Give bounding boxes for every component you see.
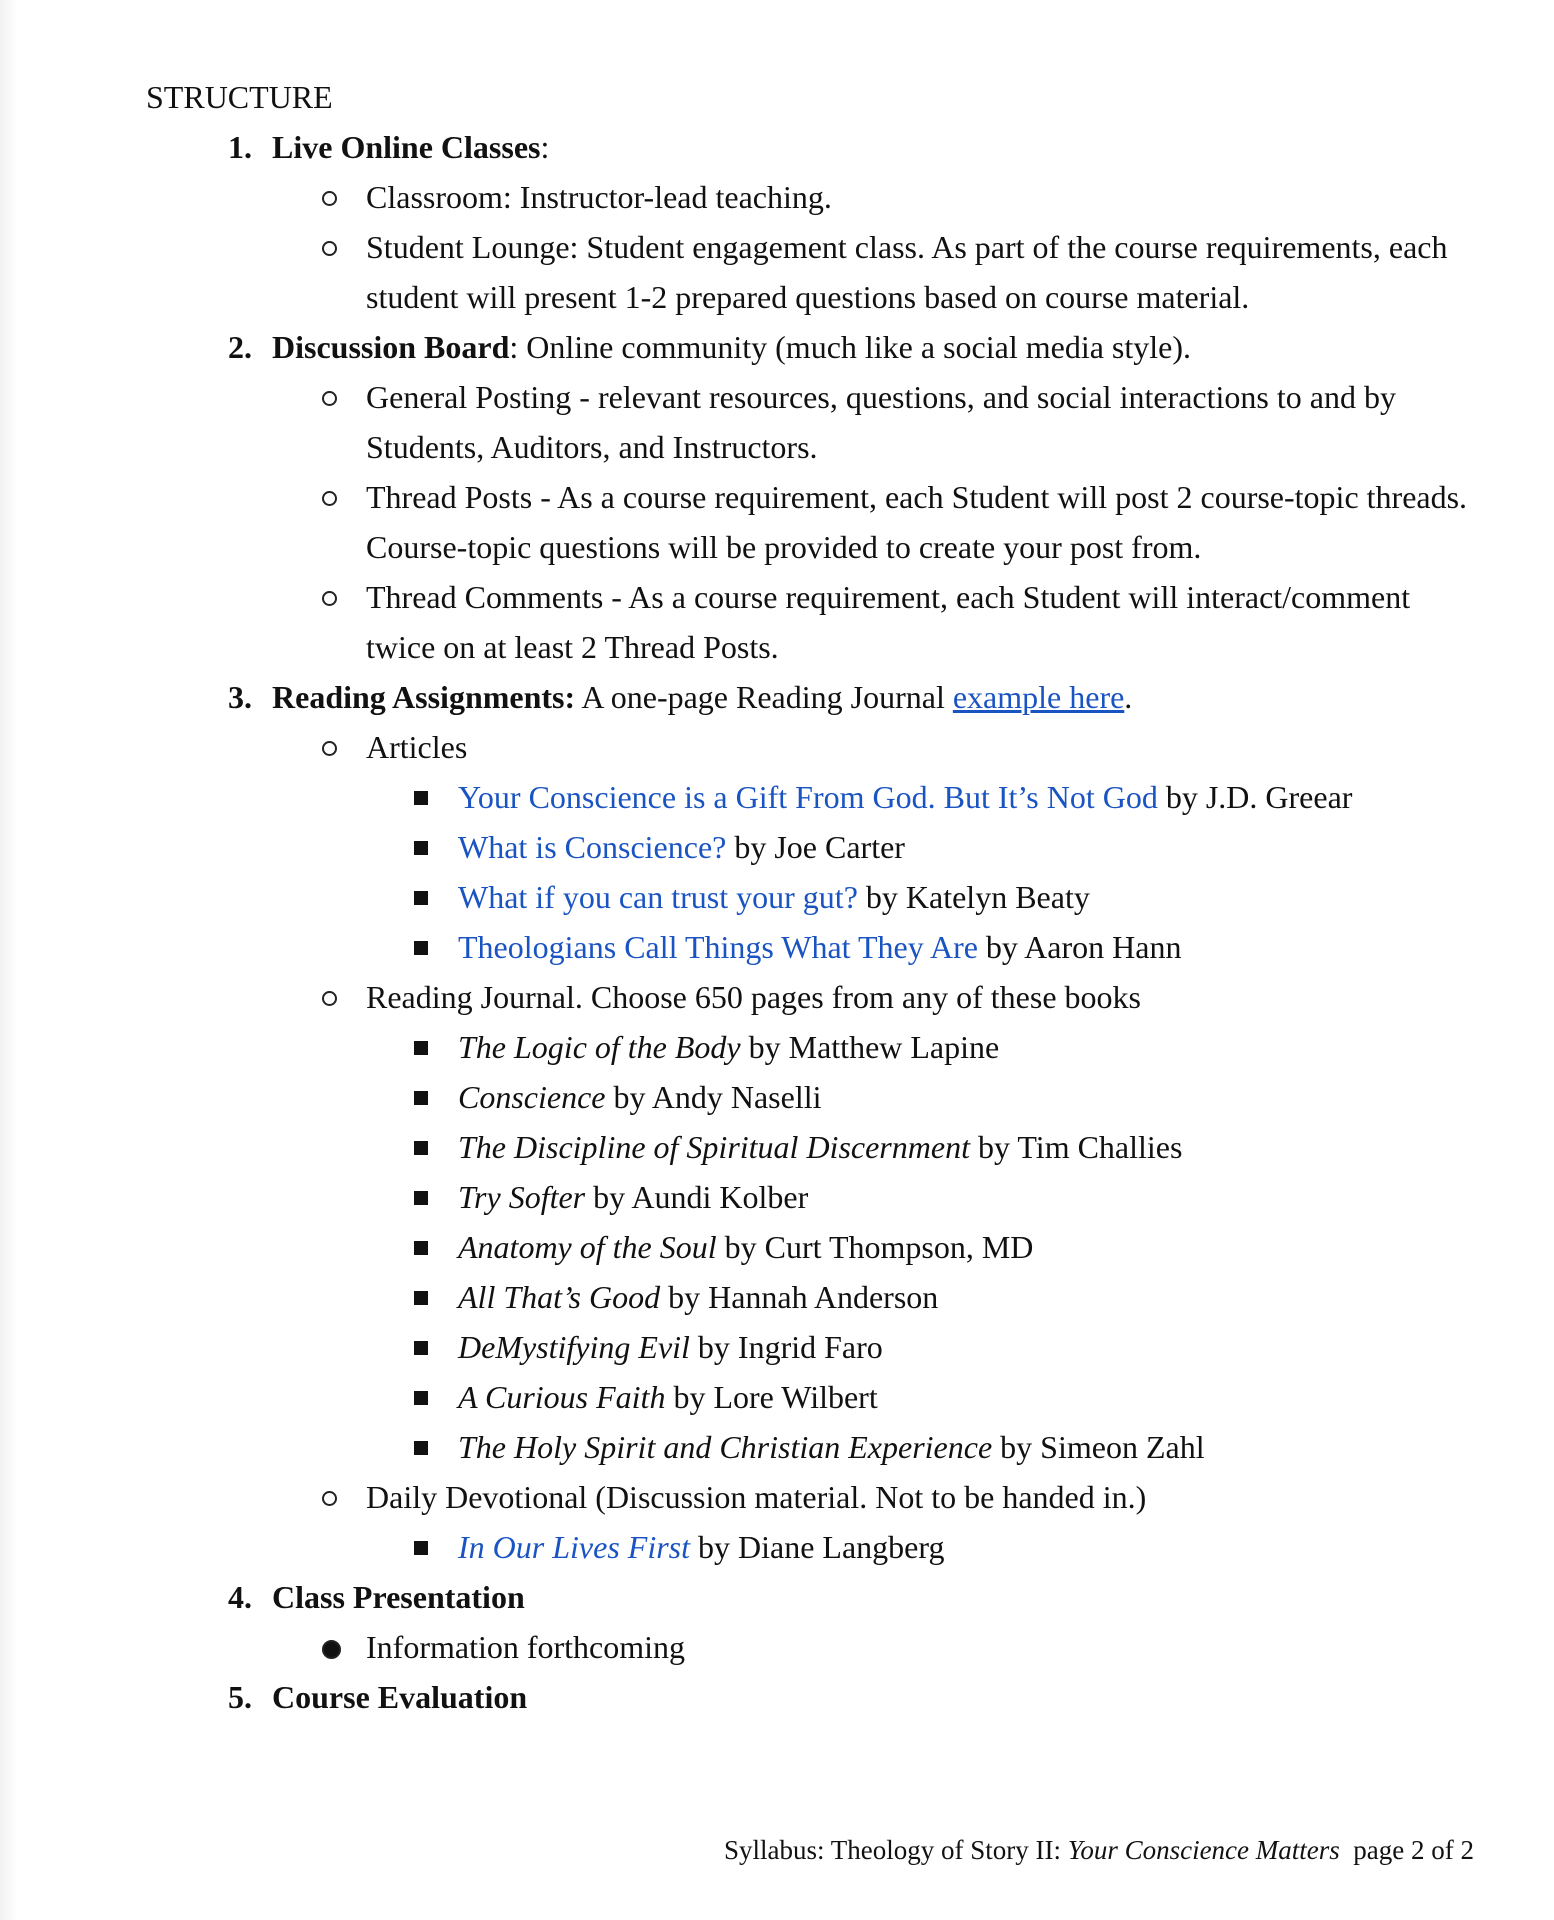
sub-item-articles: Articles [366,729,468,765]
devotional-link[interactable]: In Our Lives First [458,1529,690,1565]
square-bullet-icon [414,1391,428,1405]
list-item-course-evaluation [146,1672,1476,1722]
square-bullet-icon [414,791,428,805]
book-entry: The Logic of the Body by Matthew Lapine [146,1022,1476,1072]
square-bullet-icon [414,941,428,955]
book-title: All That’s Good [458,1279,661,1315]
article-link[interactable]: What if you can trust your gut? [458,879,858,915]
page-footer: Syllabus: Theology of Story II: Your Conscience Matters page 2 of 2 [724,1835,1474,1865]
book-title: The Discipline of Spiritual Discernment [458,1129,970,1165]
item-label: Live Online Classes [272,129,541,165]
list-number: 4. [228,1579,252,1615]
page-edge-shadow [0,0,18,1920]
page-number: page 2 of 2 [1339,1835,1474,1865]
article-entry: What if you can trust your gut? by Katelyn Beaty [146,872,1476,922]
book-title: A Curious Faith [458,1379,666,1415]
book-entry: Try Softer by Aundi Kolber [146,1172,1476,1222]
book-title: The Holy Spirit and Christian Experience [458,1429,993,1465]
list-number: 5. [228,1679,252,1715]
sub-item-general-posting: General Posting - relevant resources, questions, and social interactions to and by Students, Auditors, and Instructors. [366,379,1396,465]
item-label: Course Evaluation [272,1679,528,1715]
footer-course-title: Your Conscience Matters [1067,1835,1340,1865]
square-bullet-icon [414,1291,428,1305]
list-item-discussion-board: 2. Discussion Board: Online community (much like a social media style). [146,322,1476,372]
item-label: Discussion Board [272,329,510,365]
book-entry: DeMystifying Evil by Ingrid Faro [146,1322,1476,1372]
square-bullet-icon [414,1191,428,1205]
section-heading: STRUCTURE [146,79,333,115]
square-bullet-icon [414,1091,428,1105]
list-item-live-online-classes: 1. Live Online Classes: [146,122,1476,172]
list-number: 1. [228,129,252,165]
sub-item-information-forthcoming: Information forthcoming [366,1629,686,1665]
square-bullet-icon [414,1241,428,1255]
book-entry: The Discipline of Spiritual Discernment by Tim Challies [146,1122,1476,1172]
book-entry: The Holy Spirit and Christian Experience by Simeon Zahl [146,1422,1476,1472]
book-entry: Conscience by Andy Naselli [146,1072,1476,1122]
sub-item-thread-comments: Thread Comments - As a course requirement, each Student will interact/comment twice on at least 2 Thread Posts. [366,579,1411,665]
document-body [146,72,1476,1722]
sub-item-thread-posts: Thread Posts - As a course requirement, each Student will post 2 course-topic threads. Course-topic questions will be provided to create your post from. [366,479,1468,565]
book-entry: All That’s Good by Hannah Anderson [146,1272,1476,1322]
sub-item-reading-journal: Reading Journal. Choose 650 pages from any of these books [366,979,1141,1015]
square-bullet-icon [414,891,428,905]
square-bullet-icon [414,1341,428,1355]
square-bullet-icon [414,841,428,855]
book-title: DeMystifying Evil [458,1329,690,1365]
devotional-entry: In Our Lives First by Diane Langberg [146,1522,1476,1572]
item-label: Reading Assignments: [272,679,576,715]
example-here-link[interactable]: example here [952,679,1125,715]
square-bullet-icon [414,1041,428,1055]
book-entry: Anatomy of the Soul by Curt Thompson, MD [146,1222,1476,1272]
square-bullet-icon [414,1441,428,1455]
list-number: 3. [228,679,252,715]
article-entry: Theologians Call Things What They Are by Aaron Hann [146,922,1476,972]
book-title: The Logic of the Body [458,1029,741,1065]
item-label: Class Presentation [272,1579,525,1615]
square-bullet-icon [414,1141,428,1155]
sub-item-classroom: Classroom: Instructor-lead teaching. [366,179,832,215]
book-title: Try Softer [458,1179,586,1215]
sub-item-daily-devotional: Daily Devotional (Discussion material. Not to be handed in.) [366,1479,1147,1515]
list-number: 2. [228,329,252,365]
article-entry: Your Conscience is a Gift From God. But It’s Not God by J.D. Greear [146,772,1476,822]
list-item-class-presentation [146,1572,1476,1622]
article-link[interactable]: Your Conscience is a Gift From God. But It’s Not God [458,779,1158,815]
article-link[interactable]: What is Conscience? [458,829,727,865]
article-entry: What is Conscience? by Joe Carter [146,822,1476,872]
article-link[interactable]: Theologians Call Things What They Are [458,929,978,965]
book-entry: A Curious Faith by Lore Wilbert [146,1372,1476,1422]
list-item-reading-assignments: 3. Reading Assignments: A one-page Reading Journal example here. [146,672,1476,722]
sub-item-student-lounge: Student Lounge: Student engagement class. As part of the course requirements, each student will present 1-2 prepared questions based on course material. [366,229,1448,315]
book-title: Conscience [458,1079,606,1115]
square-bullet-icon [414,1541,428,1555]
book-title: Anatomy of the Soul [458,1229,717,1265]
structure-list [146,122,1476,1722]
